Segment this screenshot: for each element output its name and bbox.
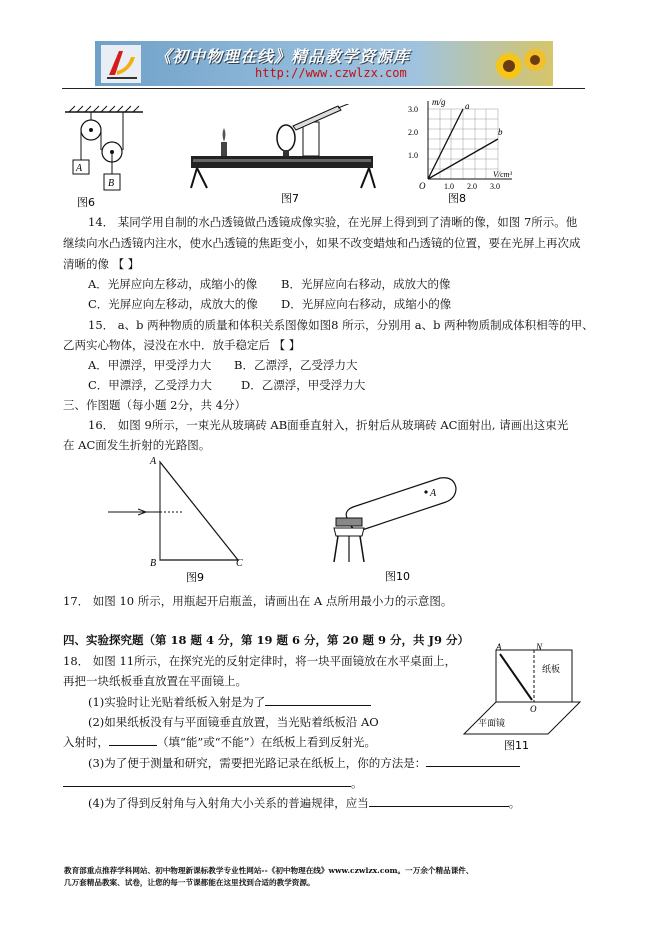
q17-text: 17． 如图 10 所示，用瓶起开启瓶盖，请画出在 A 点所用最小力的示意图。 <box>63 594 453 608</box>
fig9-caption: 图9 <box>186 571 204 584</box>
q18-part2-line1: (2)如果纸板没有与平面镜垂直放置，当光贴着纸板沿 AO <box>88 715 379 729</box>
q18-part4 <box>88 795 520 811</box>
fig6-label-a: A <box>76 163 83 174</box>
q14-line3: 清晰的像 【 】 <box>63 257 140 271</box>
fig9-label-c: C <box>236 558 243 569</box>
q18-part3 <box>88 755 520 771</box>
q15-line2: 乙两实心物体，浸没在水中．放手稳定后 【 】 <box>63 338 301 352</box>
q18-part2-pre: 入射时， <box>63 735 109 749</box>
q15-line1: 15． a、b 两种物质的质量和体积关系图像如图8 所示，分别用 a、b 两种物质制成体积相等的甲、 <box>88 318 594 332</box>
q14-line1: 14． 某同学用自制的水凸透镜做凸透镜成像实验，在光屏上得到到了清晰的像，如图 7所示。他 <box>88 215 578 229</box>
q15-option-b: B．乙漂浮，乙受浮力大 <box>234 358 358 372</box>
q14-option-c: C．光屏应向左移动，成放大的像 <box>88 297 258 311</box>
q18-part1-answer-blank[interactable] <box>265 705 371 706</box>
section-3-heading: 三、作图题（每小题 2分，共 4分） <box>63 398 246 412</box>
q18-part4-end: 。 <box>508 796 521 810</box>
site-logo-icon <box>101 45 141 83</box>
q18-part3-end: 。 <box>351 776 363 790</box>
sunflower-icon <box>489 44 549 84</box>
fig8-caption: 图8 <box>448 192 466 205</box>
fig10-label-a: A <box>430 488 437 499</box>
q18-part4-answer-blank[interactable] <box>369 806 509 807</box>
fig11-label-o: O <box>530 704 537 714</box>
fig8-xtick: 1.0 <box>444 182 454 191</box>
fig6-label-b: B <box>108 178 115 189</box>
fig11-label-a: A <box>496 642 502 652</box>
header-banner <box>95 41 553 86</box>
q14-option-d: D．光屏应向右移动，成缩小的像 <box>281 297 452 311</box>
footer-line2: 几万套精品教案、试卷，让您的每一节课都能在这里找到合适的教学资源。 <box>64 878 315 887</box>
fig11-label-cardboard: 纸板 <box>542 665 561 675</box>
fig8-ytick: 2.0 <box>408 128 418 137</box>
q18-part1 <box>88 694 371 710</box>
q18-part4-text: (4)为了得到反射角与入射角大小关系的普遍规律，应当 <box>88 796 369 810</box>
banner-title: 《初中物理在线》精品教学资源库 <box>155 47 411 66</box>
footer-line1: 教育部重点推荐学科网站、初中物理新课标教学专业性网站--《初中物理在线》www.czwlzx.com。一万余个精品课件、 <box>64 866 474 875</box>
q16-line2: 在 AC面发生折射的光路图。 <box>63 438 211 452</box>
q18-line2: 再把一块纸板垂直放置在平面镜上。 <box>63 674 247 688</box>
q14-line2: 继续向水凸透镜内注水，使水凸透镜的焦距变小，如果不改变蜡烛和凸透镜的位置，要在光屏上再次成 <box>63 236 581 250</box>
fig11-caption: 图11 <box>504 739 529 752</box>
banner-url[interactable]: http://www.czwlzx.com <box>255 66 407 80</box>
q18-part2-line2 <box>63 734 376 750</box>
q18-part3-cont <box>63 775 363 791</box>
fig9-label-a: A <box>150 456 157 467</box>
header-rule <box>62 88 585 89</box>
fig8-series-b: b <box>498 127 503 137</box>
figure-10-bottle-opener <box>330 470 460 584</box>
fig8-y-axis-label: m/g <box>432 97 446 107</box>
q15-option-d: D．乙漂浮，甲受浮力大 <box>241 378 366 392</box>
section-4-heading: 四、实验探究题（第 18 题 4 分，第 19 题 6 分，第 20 题 9 分，共 J9 分） <box>63 633 470 647</box>
q15-option-a: A．甲漂浮，甲受浮力大 <box>88 358 212 372</box>
fig10-caption: 图10 <box>385 570 410 583</box>
q18-part3-answer-blank-2[interactable] <box>63 786 351 787</box>
fig8-ytick: 1.0 <box>408 151 418 160</box>
fig8-ytick: 3.0 <box>408 105 418 114</box>
q18-part1-text: (1)实验时让光贴着纸板入射是为了 <box>88 695 266 709</box>
fig8-origin: O <box>419 181 426 191</box>
q18-part2-post: （填“能”或“不能”）在纸板上看到反射光。 <box>157 735 377 749</box>
q14-option-a: A．光屏应向左移动，成缩小的像 <box>88 277 258 291</box>
fig7-caption: 图7 <box>281 192 299 204</box>
fig8-xtick: 2.0 <box>467 182 477 191</box>
q15-option-c: C．甲漂浮，乙受浮力大 <box>88 378 212 392</box>
fig9-label-b: B <box>150 558 157 569</box>
figure-11-reflection-apparatus <box>460 642 584 754</box>
fig11-label-mirror: 平面镜 <box>478 719 506 729</box>
q18-part3-text: (3)为了便于测量和研究，需要把光路记录在纸板上，你的方法是： <box>88 756 427 770</box>
q18-line1: 18． 如图 11所示，在探究光的反射定律时，将一块平面镜放在水平桌面上， <box>63 654 457 668</box>
fig8-x-axis-label: V/cm³ <box>493 170 512 179</box>
fig8-series-a: a <box>465 101 470 111</box>
fig11-label-n: N <box>536 642 543 652</box>
figure-9-glass-prism <box>108 452 248 584</box>
fig6-caption: 图6 <box>77 196 95 208</box>
q14-option-b: B．光屏应向右移动，成放大的像 <box>281 277 451 291</box>
figure-6-pulley <box>63 104 153 208</box>
figure-7-optical-bench <box>183 104 379 204</box>
q18-part2-answer-blank[interactable] <box>109 745 157 746</box>
figure-8-mass-volume-graph <box>404 97 524 205</box>
q18-part3-answer-blank[interactable] <box>426 766 520 767</box>
q16-line1: 16． 如图 9所示，一束光从玻璃砖 AB面垂直射入，折射后从玻璃砖 AC面射出, 请画出这束光 <box>88 418 569 432</box>
fig8-xtick: 3.0 <box>490 182 500 191</box>
